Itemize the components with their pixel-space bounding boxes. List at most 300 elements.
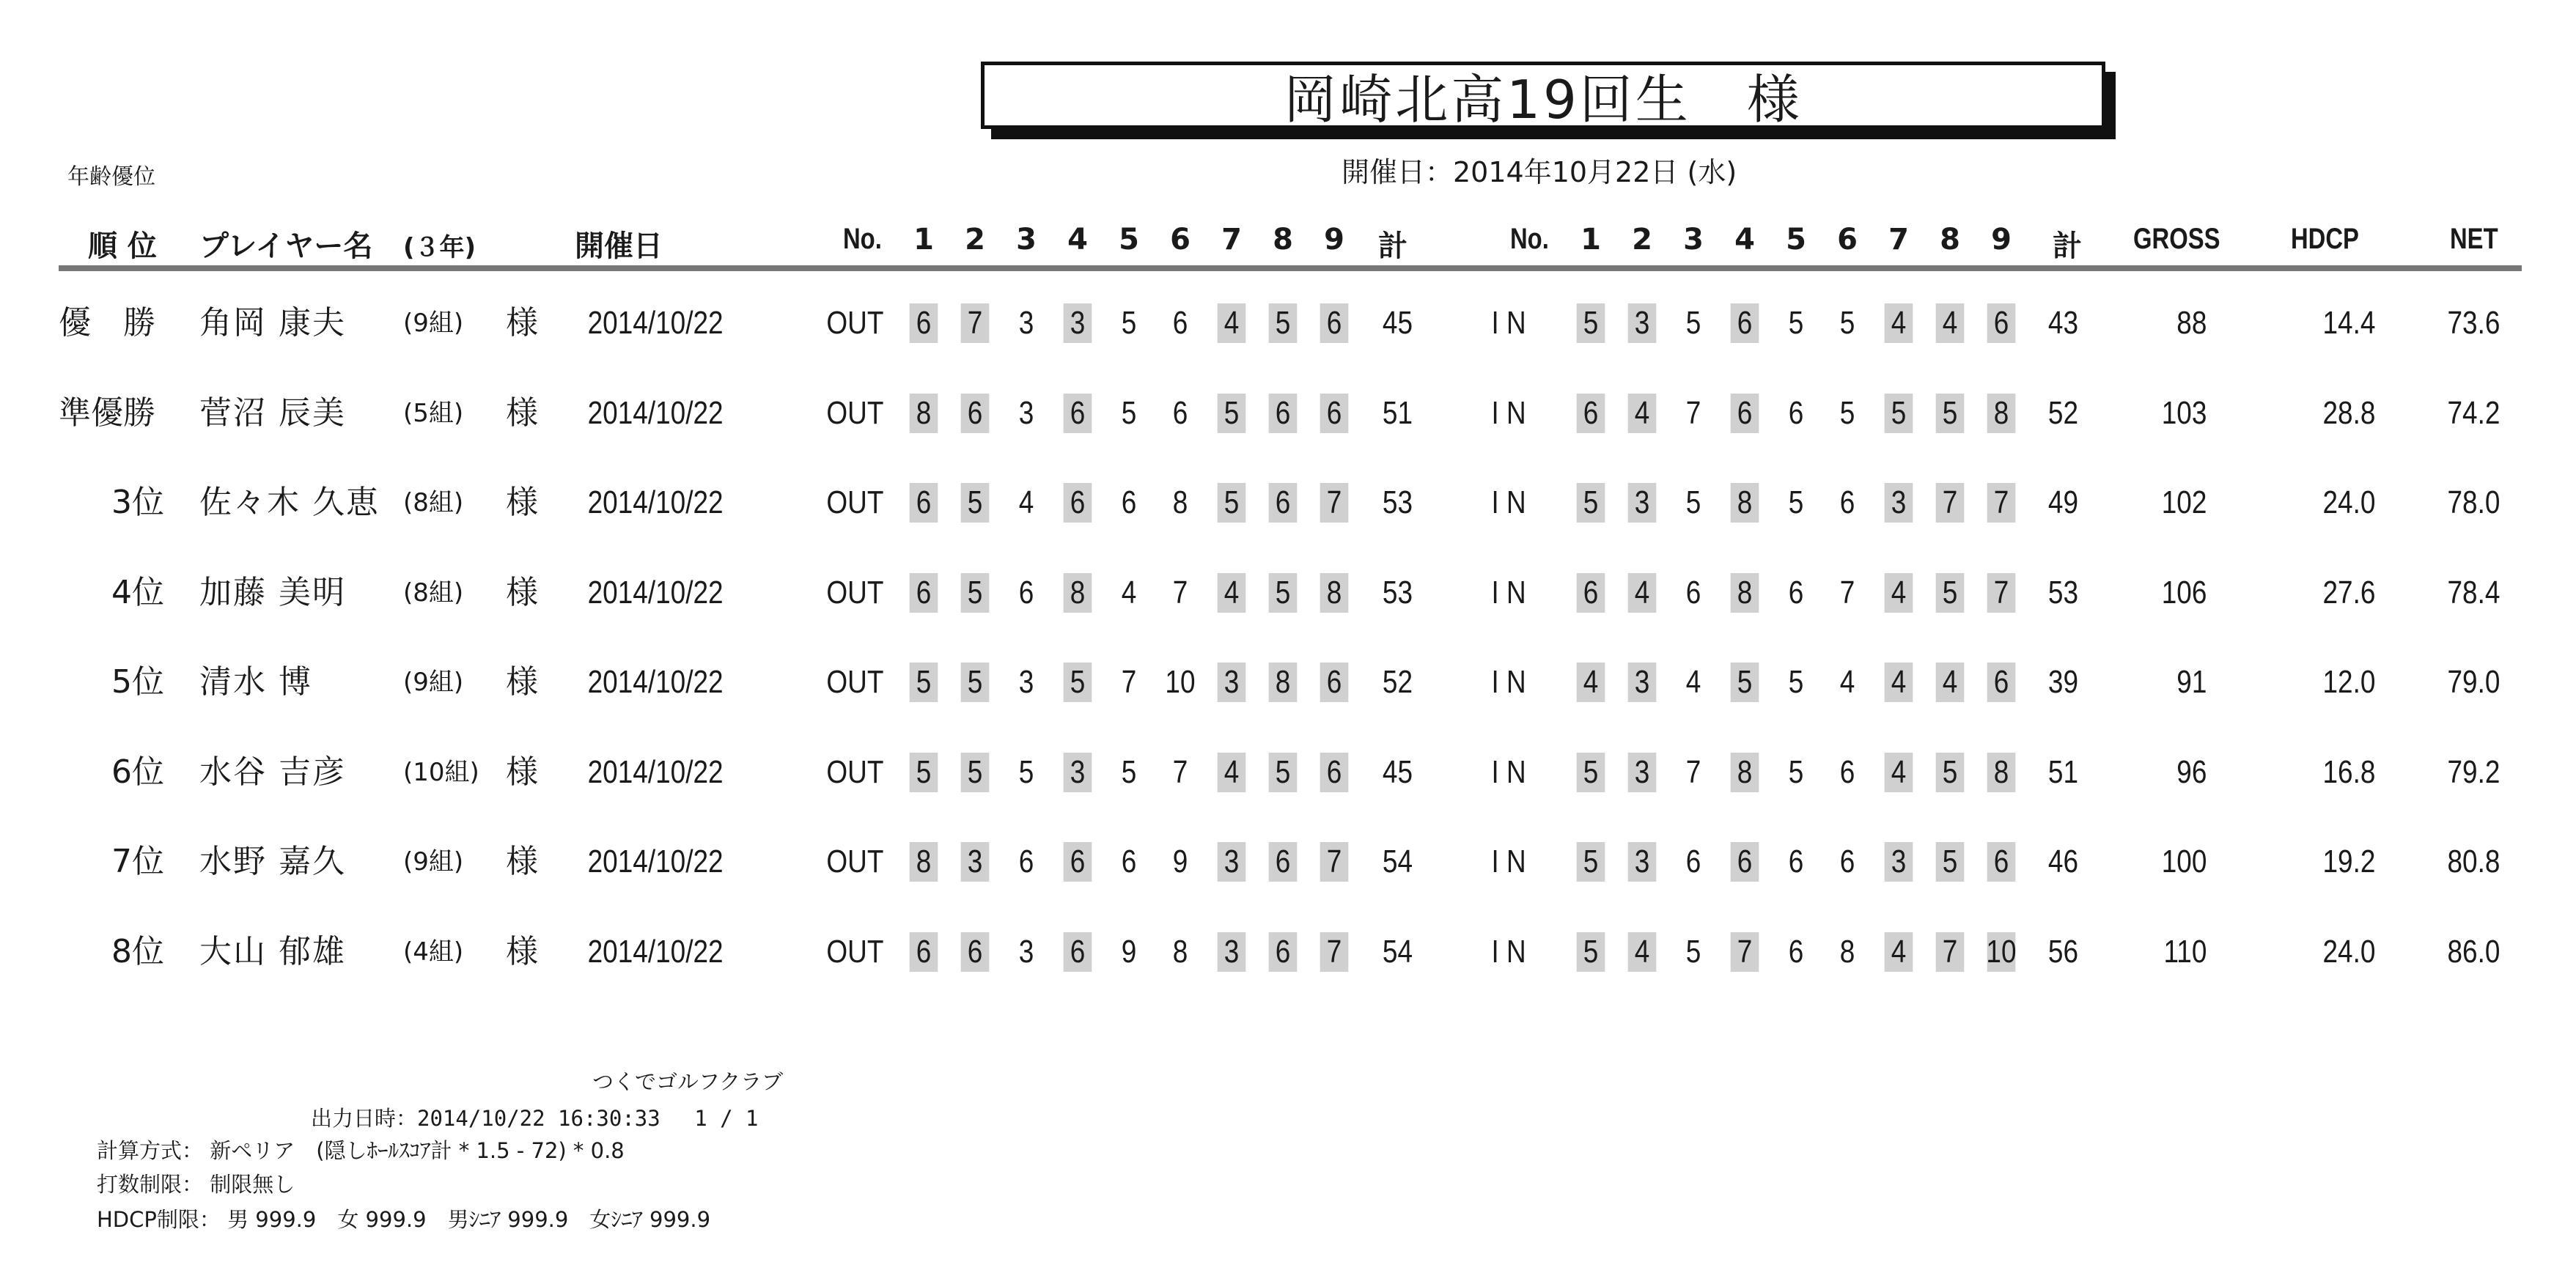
header-hdcp: HDCP xyxy=(2291,223,2359,255)
in-hole-score-value: 4 xyxy=(1891,753,1907,790)
net-cell: 74.2 xyxy=(2447,394,2500,431)
rank-cell: 優 勝 xyxy=(59,304,155,342)
out-hole-score xyxy=(1213,739,1250,805)
out-hole-score xyxy=(1316,290,1353,356)
hdcp-limit: HDCP制限： 男 999.9 女 999.9 男ｼﾆｱ 999.9 女ｼﾆｱ 999.9 xyxy=(97,1207,711,1232)
out-hole-score-value: 6 xyxy=(1326,305,1342,341)
out-hole-score-value: 5 xyxy=(1223,484,1240,520)
rank-cell: 3位 xyxy=(111,484,164,521)
out-total-cell: 52 xyxy=(1382,664,1413,700)
in-hole-score-value: 3 xyxy=(1634,753,1650,790)
out-hole-score-value: 6 xyxy=(1121,484,1137,520)
out-hole-score-value: 6 xyxy=(916,933,932,970)
out-hole-score-value: 3 xyxy=(1223,664,1240,700)
out-hole-header: 5 xyxy=(1119,223,1139,257)
in-hole-score-value: 7 xyxy=(1737,933,1753,970)
in-hole-score-value: 3 xyxy=(1634,664,1650,700)
out-hole-score-value: 6 xyxy=(916,484,932,520)
out-hole-score-value: 6 xyxy=(1070,844,1086,879)
in-hole-score xyxy=(1726,470,1763,536)
out-label-cell: OUT xyxy=(826,844,884,879)
in-label-cell: I N xyxy=(1491,844,1526,879)
out-hole-score-value: 4 xyxy=(1121,574,1137,610)
in-hole-score xyxy=(1983,649,2020,715)
out-hole-header: 8 xyxy=(1273,223,1293,257)
hdcp-cell: 27.6 xyxy=(2322,574,2376,610)
table-row xyxy=(0,470,2576,536)
out-hole-score xyxy=(1162,560,1199,626)
in-hole-score-value: 6 xyxy=(1839,844,1855,879)
out-hole-score-value: 6 xyxy=(1275,933,1291,970)
in-hole-score-value: 5 xyxy=(1583,753,1599,790)
out-hole-score-value: 5 xyxy=(967,664,983,700)
in-hole-score xyxy=(1675,380,1712,446)
in-hole-score xyxy=(1778,919,1814,985)
honorific-cell: 様 xyxy=(506,663,538,701)
in-hole-score xyxy=(1572,829,1609,895)
output-timestamp: 出力日時：2014/10/22 16:30:33 1 / 1 xyxy=(311,1106,759,1131)
in-hole-score-value: 5 xyxy=(1685,305,1701,341)
out-hole-score xyxy=(1213,470,1250,536)
in-hole-score-value: 5 xyxy=(1839,305,1855,341)
header-out-total: 計 xyxy=(1378,229,1407,263)
out-hole-score xyxy=(1162,290,1199,356)
out-hole-score xyxy=(1265,290,1301,356)
in-hole-score-value: 5 xyxy=(1583,844,1599,879)
out-hole-score xyxy=(1213,919,1250,985)
net-cell: 78.4 xyxy=(2447,574,2500,610)
in-total-cell: 46 xyxy=(2047,844,2079,879)
out-label-cell: OUT xyxy=(826,664,884,700)
out-hole-score-value: 6 xyxy=(1326,394,1342,431)
out-hole-score xyxy=(1213,560,1250,626)
out-hole-score xyxy=(1213,380,1250,446)
out-total-cell: 45 xyxy=(1382,305,1413,341)
out-hole-score-value: 8 xyxy=(1172,484,1188,520)
out-hole-score xyxy=(1316,380,1353,446)
out-label-cell: OUT xyxy=(826,394,884,431)
out-hole-score-value: 5 xyxy=(1223,394,1240,431)
header-gross: GROSS xyxy=(2133,223,2220,255)
table-row xyxy=(0,380,2576,446)
in-hole-score-value: 6 xyxy=(1583,394,1599,431)
date-cell: 2014/10/22 xyxy=(587,394,724,431)
in-hole-score xyxy=(1624,380,1660,446)
in-label-cell: I N xyxy=(1491,933,1526,970)
in-hole-score xyxy=(1829,290,1866,356)
out-hole-score xyxy=(905,829,942,895)
out-label-cell: OUT xyxy=(826,305,884,341)
in-hole-score-value: 8 xyxy=(1993,394,2009,431)
net-cell: 78.0 xyxy=(2447,484,2500,520)
honorific-cell: 様 xyxy=(506,304,538,342)
in-hole-score-value: 6 xyxy=(1737,394,1753,431)
in-hole-score xyxy=(1726,380,1763,446)
header-date: 開催日 xyxy=(575,229,663,263)
in-hole-header: 9 xyxy=(1991,223,2012,257)
table-row xyxy=(0,649,2576,715)
hdcp-cell: 14.4 xyxy=(2322,305,2376,341)
in-hole-score xyxy=(1880,919,1917,985)
in-hole-score xyxy=(1829,649,1866,715)
out-label-cell: OUT xyxy=(826,484,884,520)
out-hole-score-value: 5 xyxy=(1275,305,1291,341)
in-hole-score xyxy=(1726,739,1763,805)
out-hole-score-value: 3 xyxy=(1223,844,1240,879)
out-hole-score-value: 6 xyxy=(916,305,932,341)
out-hole-score-value: 4 xyxy=(1223,753,1240,790)
in-hole-score xyxy=(1726,829,1763,895)
out-hole-score xyxy=(1059,919,1096,985)
rank-cell: 5位 xyxy=(111,663,164,701)
in-total-cell: 52 xyxy=(2047,394,2079,431)
stroke-limit: 打数制限： 制限無し xyxy=(97,1172,295,1197)
out-hole-score xyxy=(1265,380,1301,446)
table-row xyxy=(0,560,2576,626)
in-hole-score-value: 3 xyxy=(1891,484,1907,520)
out-hole-score xyxy=(1316,739,1353,805)
out-hole-score-value: 6 xyxy=(1172,305,1188,341)
in-hole-score xyxy=(1572,739,1609,805)
table-row xyxy=(0,290,2576,356)
out-hole-score xyxy=(957,829,993,895)
out-total-cell: 51 xyxy=(1382,394,1413,431)
in-hole-header: 2 xyxy=(1632,223,1652,257)
out-hole-score-value: 8 xyxy=(916,394,932,431)
in-hole-score xyxy=(1572,919,1609,985)
in-hole-score-value: 8 xyxy=(1737,484,1753,520)
in-hole-score-value: 4 xyxy=(1583,664,1599,700)
out-hole-score xyxy=(957,560,993,626)
out-hole-score-value: 3 xyxy=(1070,305,1086,341)
gross-cell: 106 xyxy=(2161,574,2207,610)
in-hole-score-value: 8 xyxy=(1737,753,1753,790)
out-hole-score xyxy=(957,380,993,446)
in-hole-score-value: 4 xyxy=(1891,574,1907,610)
out-hole-score-value: 9 xyxy=(1121,933,1137,970)
hdcp-cell: 19.2 xyxy=(2322,844,2376,879)
in-hole-header: 7 xyxy=(1888,223,1909,257)
in-hole-score xyxy=(1880,649,1917,715)
out-hole-header: 1 xyxy=(913,223,934,257)
out-hole-score-value: 6 xyxy=(1172,394,1188,431)
in-total-cell: 39 xyxy=(2047,664,2079,700)
header-in-total: 計 xyxy=(2053,229,2082,263)
header-net: NET xyxy=(2450,223,2498,255)
in-hole-score xyxy=(1572,380,1609,446)
calc-method: 計算方式： 新ペリア (隠しﾎｰﾙｽｺｱ計 * 1.5 - 72) * 0.8 xyxy=(97,1138,625,1163)
in-label-cell: I N xyxy=(1491,664,1526,700)
in-label-cell: I N xyxy=(1491,484,1526,520)
in-hole-score-value: 5 xyxy=(1788,753,1804,790)
hdcp-cell: 12.0 xyxy=(2322,664,2376,700)
player-name-cell: 菅沼 辰美 xyxy=(199,394,346,432)
out-hole-score xyxy=(1059,290,1096,356)
honorific-cell: 様 xyxy=(506,843,538,880)
out-hole-header: 2 xyxy=(965,223,985,257)
player-name-cell: 佐々木 久恵 xyxy=(199,484,380,521)
player-name-cell: 水野 嘉久 xyxy=(199,843,346,880)
in-hole-score xyxy=(1675,470,1712,536)
honorific-cell: 様 xyxy=(506,484,538,521)
hdcp-cell: 24.0 xyxy=(2322,484,2376,520)
in-hole-score xyxy=(1932,290,1968,356)
out-hole-score xyxy=(905,919,942,985)
in-total-cell: 43 xyxy=(2047,305,2079,341)
out-hole-score xyxy=(957,649,993,715)
in-hole-score-value: 5 xyxy=(1788,484,1804,520)
out-hole-score xyxy=(1008,829,1045,895)
in-hole-score xyxy=(1880,829,1917,895)
in-hole-score xyxy=(1778,739,1814,805)
in-hole-score xyxy=(1624,829,1660,895)
in-hole-score xyxy=(1572,560,1609,626)
date-cell: 2014/10/22 xyxy=(587,844,724,879)
in-hole-score xyxy=(1829,919,1866,985)
table-row xyxy=(0,919,2576,985)
net-cell: 80.8 xyxy=(2447,844,2500,879)
in-hole-score-value: 6 xyxy=(1788,394,1804,431)
out-hole-score-value: 3 xyxy=(1018,305,1034,341)
header-no-in: No. xyxy=(1510,223,1549,255)
in-hole-score-value: 5 xyxy=(1737,664,1753,700)
out-hole-score-value: 5 xyxy=(1275,574,1291,610)
rank-cell: 8位 xyxy=(111,932,164,970)
out-hole-score xyxy=(1008,649,1045,715)
page-title-text: 岡崎北高19回生 様 xyxy=(1284,69,1803,130)
gross-cell: 88 xyxy=(2176,305,2207,341)
in-hole-score-value: 5 xyxy=(1942,394,1958,431)
in-hole-score xyxy=(1726,560,1763,626)
in-hole-score-value: 6 xyxy=(1993,664,2009,700)
header-player: プレイヤー名 xyxy=(199,229,373,263)
out-hole-score xyxy=(957,290,993,356)
hdcp-cell: 28.8 xyxy=(2322,394,2376,431)
group-cell: (9組) xyxy=(403,668,464,697)
header-divider xyxy=(59,265,2522,271)
out-hole-score xyxy=(905,470,942,536)
out-hole-score-value: 5 xyxy=(1121,305,1137,341)
out-hole-score-value: 6 xyxy=(1070,484,1086,520)
out-hole-score-value: 5 xyxy=(1121,394,1137,431)
net-cell: 86.0 xyxy=(2447,933,2500,970)
rank-cell: 準優勝 xyxy=(59,394,155,432)
out-hole-score-value: 6 xyxy=(1121,844,1137,879)
rank-cell: 4位 xyxy=(111,573,164,611)
in-hole-score-value: 6 xyxy=(1685,844,1701,879)
date-cell: 2014/10/22 xyxy=(587,484,724,520)
out-hole-score-value: 5 xyxy=(916,664,932,700)
gross-cell: 96 xyxy=(2176,753,2207,790)
in-hole-score xyxy=(1675,560,1712,626)
out-hole-score xyxy=(1213,290,1250,356)
out-hole-score-value: 3 xyxy=(1018,933,1034,970)
out-hole-score-value: 6 xyxy=(1018,574,1034,610)
in-hole-score-value: 5 xyxy=(1788,305,1804,341)
out-hole-score-value: 5 xyxy=(967,484,983,520)
out-hole-score-value: 5 xyxy=(1121,753,1137,790)
date-cell: 2014/10/22 xyxy=(587,574,724,610)
group-cell: (10組) xyxy=(403,757,479,787)
in-hole-score xyxy=(1624,470,1660,536)
out-hole-score-value: 3 xyxy=(1018,394,1034,431)
in-hole-score xyxy=(1932,560,1968,626)
out-hole-score xyxy=(1213,829,1250,895)
in-hole-score xyxy=(1624,739,1660,805)
out-hole-score xyxy=(1008,290,1045,356)
date-cell: 2014/10/22 xyxy=(587,933,724,970)
in-hole-score xyxy=(1932,470,1968,536)
out-hole-score xyxy=(1162,829,1199,895)
group-cell: (4組) xyxy=(403,937,464,967)
in-hole-score-value: 8 xyxy=(1839,933,1855,970)
in-hole-score-value: 3 xyxy=(1634,844,1650,879)
in-hole-score xyxy=(1983,739,2020,805)
in-hole-score xyxy=(1624,919,1660,985)
gross-cell: 110 xyxy=(2163,933,2207,970)
out-hole-score xyxy=(1008,739,1045,805)
in-hole-score-value: 4 xyxy=(1634,933,1650,970)
out-hole-score-value: 7 xyxy=(1172,574,1188,610)
out-hole-header: 4 xyxy=(1067,223,1088,257)
out-hole-score-value: 7 xyxy=(1326,484,1342,520)
net-cell: 79.0 xyxy=(2447,664,2500,700)
honorific-cell: 様 xyxy=(506,932,538,970)
in-hole-score xyxy=(1932,380,1968,446)
in-hole-score-value: 7 xyxy=(1685,394,1701,431)
out-hole-score xyxy=(1059,470,1096,536)
in-hole-score-value: 4 xyxy=(1891,305,1907,341)
out-total-cell: 54 xyxy=(1382,844,1413,879)
out-hole-score-value: 3 xyxy=(967,844,983,879)
out-hole-score xyxy=(1162,380,1199,446)
in-hole-score-value: 6 xyxy=(1583,574,1599,610)
out-hole-score-value: 5 xyxy=(1018,753,1034,790)
honorific-cell: 様 xyxy=(506,753,538,791)
in-label-cell: I N xyxy=(1491,574,1526,610)
in-hole-score xyxy=(1726,290,1763,356)
date-cell: 2014/10/22 xyxy=(587,305,724,341)
out-hole-score xyxy=(1008,470,1045,536)
in-hole-header: 5 xyxy=(1786,223,1806,257)
honorific-cell: 様 xyxy=(506,394,538,432)
player-name-cell: 清水 博 xyxy=(199,663,312,701)
in-hole-score-value: 6 xyxy=(1737,305,1753,341)
in-hole-score xyxy=(1983,290,2020,356)
out-hole-score xyxy=(1265,470,1301,536)
in-hole-score-value: 4 xyxy=(1634,574,1650,610)
in-hole-score-value: 4 xyxy=(1634,394,1650,431)
in-hole-score xyxy=(1726,919,1763,985)
gross-cell: 102 xyxy=(2161,484,2207,520)
out-hole-score-value: 8 xyxy=(916,844,932,879)
in-hole-score-value: 5 xyxy=(1942,753,1958,790)
in-hole-score-value: 5 xyxy=(1788,664,1804,700)
in-label-cell: I N xyxy=(1491,753,1526,790)
out-hole-score-value: 3 xyxy=(1070,753,1086,790)
in-hole-score xyxy=(1726,649,1763,715)
out-hole-score-value: 6 xyxy=(1326,664,1342,700)
in-hole-header: 4 xyxy=(1734,223,1755,257)
club-name: つくでゴルフクラブ xyxy=(592,1069,784,1094)
honorific-cell: 様 xyxy=(506,573,538,611)
in-hole-score-value: 7 xyxy=(1685,753,1701,790)
out-hole-score-value: 5 xyxy=(967,753,983,790)
out-hole-score-value: 10 xyxy=(1165,664,1196,700)
in-hole-score-value: 8 xyxy=(1737,574,1753,610)
out-hole-score-value: 7 xyxy=(1326,933,1342,970)
in-hole-header: 1 xyxy=(1580,223,1601,257)
in-hole-score xyxy=(1778,560,1814,626)
out-hole-score xyxy=(1265,560,1301,626)
net-cell: 73.6 xyxy=(2447,305,2500,341)
header-year: (３年) xyxy=(403,233,476,262)
player-name-cell: 水谷 吉彦 xyxy=(199,753,346,791)
out-hole-header: 7 xyxy=(1221,223,1242,257)
out-hole-score-value: 6 xyxy=(916,574,932,610)
in-hole-score xyxy=(1829,380,1866,446)
in-hole-score-value: 5 xyxy=(1942,844,1958,879)
out-hole-score-value: 6 xyxy=(967,933,983,970)
out-hole-score-value: 5 xyxy=(916,753,932,790)
in-hole-score-value: 6 xyxy=(1788,844,1804,879)
out-hole-score xyxy=(905,739,942,805)
in-hole-score-value: 5 xyxy=(1942,574,1958,610)
out-total-cell: 53 xyxy=(1382,484,1413,520)
in-hole-score xyxy=(1778,290,1814,356)
in-hole-score xyxy=(1675,739,1712,805)
out-hole-score xyxy=(1059,560,1096,626)
out-label-cell: OUT xyxy=(826,574,884,610)
in-hole-score xyxy=(1983,919,2020,985)
in-hole-score-value: 5 xyxy=(1583,933,1599,970)
in-hole-score xyxy=(1675,829,1712,895)
out-hole-score-value: 8 xyxy=(1070,574,1086,610)
out-hole-score xyxy=(1316,919,1353,985)
out-hole-score-value: 7 xyxy=(1121,664,1137,700)
in-hole-score xyxy=(1880,290,1917,356)
table-row xyxy=(0,829,2576,895)
out-total-cell: 53 xyxy=(1382,574,1413,610)
out-hole-header: 6 xyxy=(1170,223,1191,257)
out-hole-score xyxy=(905,290,942,356)
header-no-out: No. xyxy=(843,223,882,255)
in-hole-score-value: 7 xyxy=(1942,933,1958,970)
out-hole-score xyxy=(1316,829,1353,895)
player-name-cell: 大山 郁雄 xyxy=(199,932,346,970)
group-cell: (8組) xyxy=(403,488,464,517)
in-hole-score xyxy=(1778,649,1814,715)
in-hole-score-value: 7 xyxy=(1942,484,1958,520)
in-hole-score xyxy=(1983,470,2020,536)
ranking-basis: 年齢優位 xyxy=(67,164,155,190)
in-hole-score-value: 4 xyxy=(1891,664,1907,700)
in-hole-score xyxy=(1932,739,1968,805)
in-hole-score-value: 6 xyxy=(1993,844,2009,879)
player-name-cell: 角岡 康夫 xyxy=(199,304,346,342)
in-hole-score xyxy=(1829,560,1866,626)
out-hole-score xyxy=(1059,649,1096,715)
out-hole-score-value: 7 xyxy=(967,305,983,341)
page-title xyxy=(981,62,2105,129)
out-hole-score xyxy=(905,560,942,626)
group-cell: (9組) xyxy=(403,847,464,877)
in-hole-score-value: 7 xyxy=(1993,484,2009,520)
out-hole-header: 9 xyxy=(1324,223,1344,257)
out-hole-score-value: 5 xyxy=(1070,664,1086,700)
out-hole-score xyxy=(1111,649,1147,715)
in-hole-score-value: 5 xyxy=(1583,484,1599,520)
